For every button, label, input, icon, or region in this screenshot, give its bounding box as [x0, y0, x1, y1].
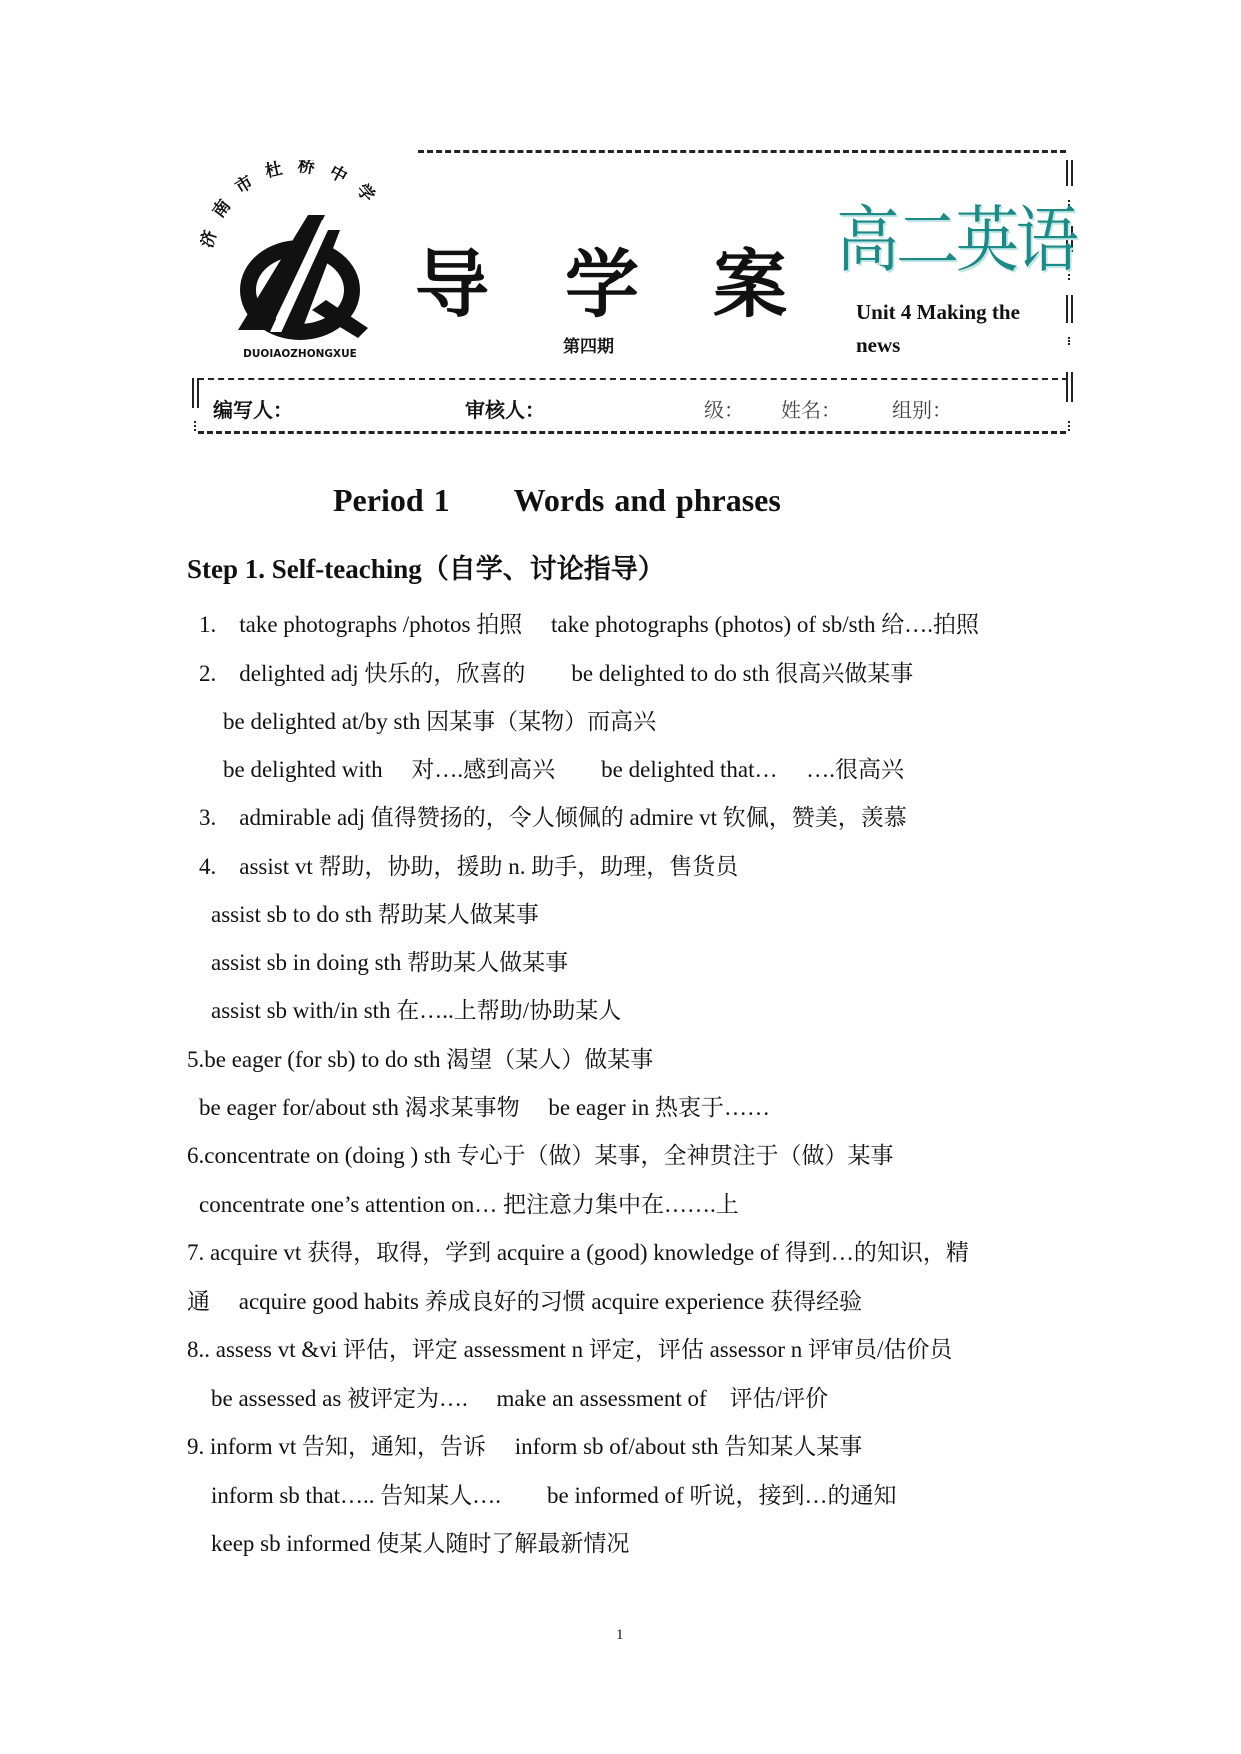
header-right-dots	[1068, 421, 1074, 431]
unit-title-line1: Unit 4 Making the	[856, 300, 1020, 324]
header-left-bar	[192, 378, 199, 408]
vocab-line: inform sb that….. 告知某人…. be informed of 听说，接到…的通知	[211, 1483, 897, 1508]
name-label: 姓名：	[781, 398, 841, 422]
title-char-3: 案	[713, 242, 787, 328]
header-right-bar	[1066, 372, 1073, 402]
vocab-line: keep sb informed 使某人随时了解最新情况	[211, 1531, 630, 1556]
title-char-2: 学	[565, 242, 639, 328]
title-char-1: 导	[415, 242, 489, 328]
header-bottom-border	[198, 431, 1066, 434]
school-logo-graphic	[200, 160, 400, 360]
header-left-dots	[194, 421, 200, 431]
vocab-line: assist sb in doing sth 帮助某人做某事	[211, 950, 569, 975]
page-number: 1	[616, 1627, 624, 1643]
unit-title-line2: news	[856, 333, 901, 357]
subject-title: 高二英语	[836, 198, 1076, 282]
vocab-line: be eager for/about sth 渴求某事物 be eager in 热衷于……	[199, 1095, 771, 1120]
vocab-line: 3. admirable adj 值得赞扬的，令人倾佩的 admire vt 钦佩，赞美，羡慕	[199, 805, 907, 830]
vocab-line: concentrate one’s attention on… 把注意力集中在…….上	[199, 1192, 739, 1217]
step-heading: Step 1. Self-teaching（自学、讨论指导）	[187, 554, 665, 584]
vocab-line: be assessed as 被评定为…. make an assessment of 评估/评价	[211, 1386, 829, 1411]
reviewer-label: 审核人：	[465, 398, 545, 422]
group-label: 组别：	[892, 398, 952, 422]
header-top-border	[418, 150, 1066, 153]
vocab-line: 通 acquire good habits 养成良好的习惯 acquire experience 获得经验	[187, 1289, 863, 1314]
unit-title	[856, 296, 1056, 362]
period-heading: Period 1 Words and phrases	[333, 482, 781, 518]
header-middle-border	[198, 378, 1068, 380]
vocab-line: 5.be eager (for sb) to do sth 渴望（某人）做某事	[187, 1047, 654, 1072]
vocab-line: 1. take photographs /photos 拍照 take photographs (photos) of sb/sth 给….拍照	[199, 612, 980, 637]
school-logo-text: 南市杜桥中学	[208, 160, 388, 222]
issue-label: 第四期	[563, 337, 614, 357]
school-logo-pinyin: DUOIAOZHONGXUE	[243, 348, 357, 360]
vocab-line: be delighted with 对….感到高兴 be delighted that… ….很高兴	[223, 757, 904, 782]
vocab-line: 8.. assess vt &vi 评估，评定 assessment n 评定，评估 assessor n 评审员/估价员	[187, 1337, 953, 1362]
header-right-dots	[1068, 337, 1074, 345]
school-logo	[200, 160, 400, 360]
vocab-line: assist sb to do sth 帮助某人做某事	[211, 902, 539, 927]
header-right-bar	[1066, 295, 1073, 323]
vocab-line: assist sb with/in sth 在…..上帮助/协助某人	[211, 998, 622, 1023]
vocab-line: 6.concentrate on (doing ) sth 专心于（做）某事，全神贯注于（做）某事	[187, 1143, 894, 1168]
vocab-line: 9. inform vt 告知，通知，告诉 inform sb of/about sth 告知某人某事	[187, 1434, 863, 1459]
vocab-line: be delighted at/by sth 因某事（某物）而高兴	[223, 709, 657, 734]
vocab-line: 2. delighted adj 快乐的，欣喜的 be delighted to do sth 很高兴做某事	[199, 661, 914, 686]
class-label: 级：	[704, 398, 744, 422]
vocab-line: 4. assist vt 帮助，协助，援助 n. 助手，助理，售货员	[199, 854, 739, 879]
vocab-line: 7. acquire vt 获得，取得，学到 acquire a (good) knowledge of 得到…的知识，精	[187, 1240, 969, 1265]
compiler-label: 编写人：	[213, 398, 293, 422]
